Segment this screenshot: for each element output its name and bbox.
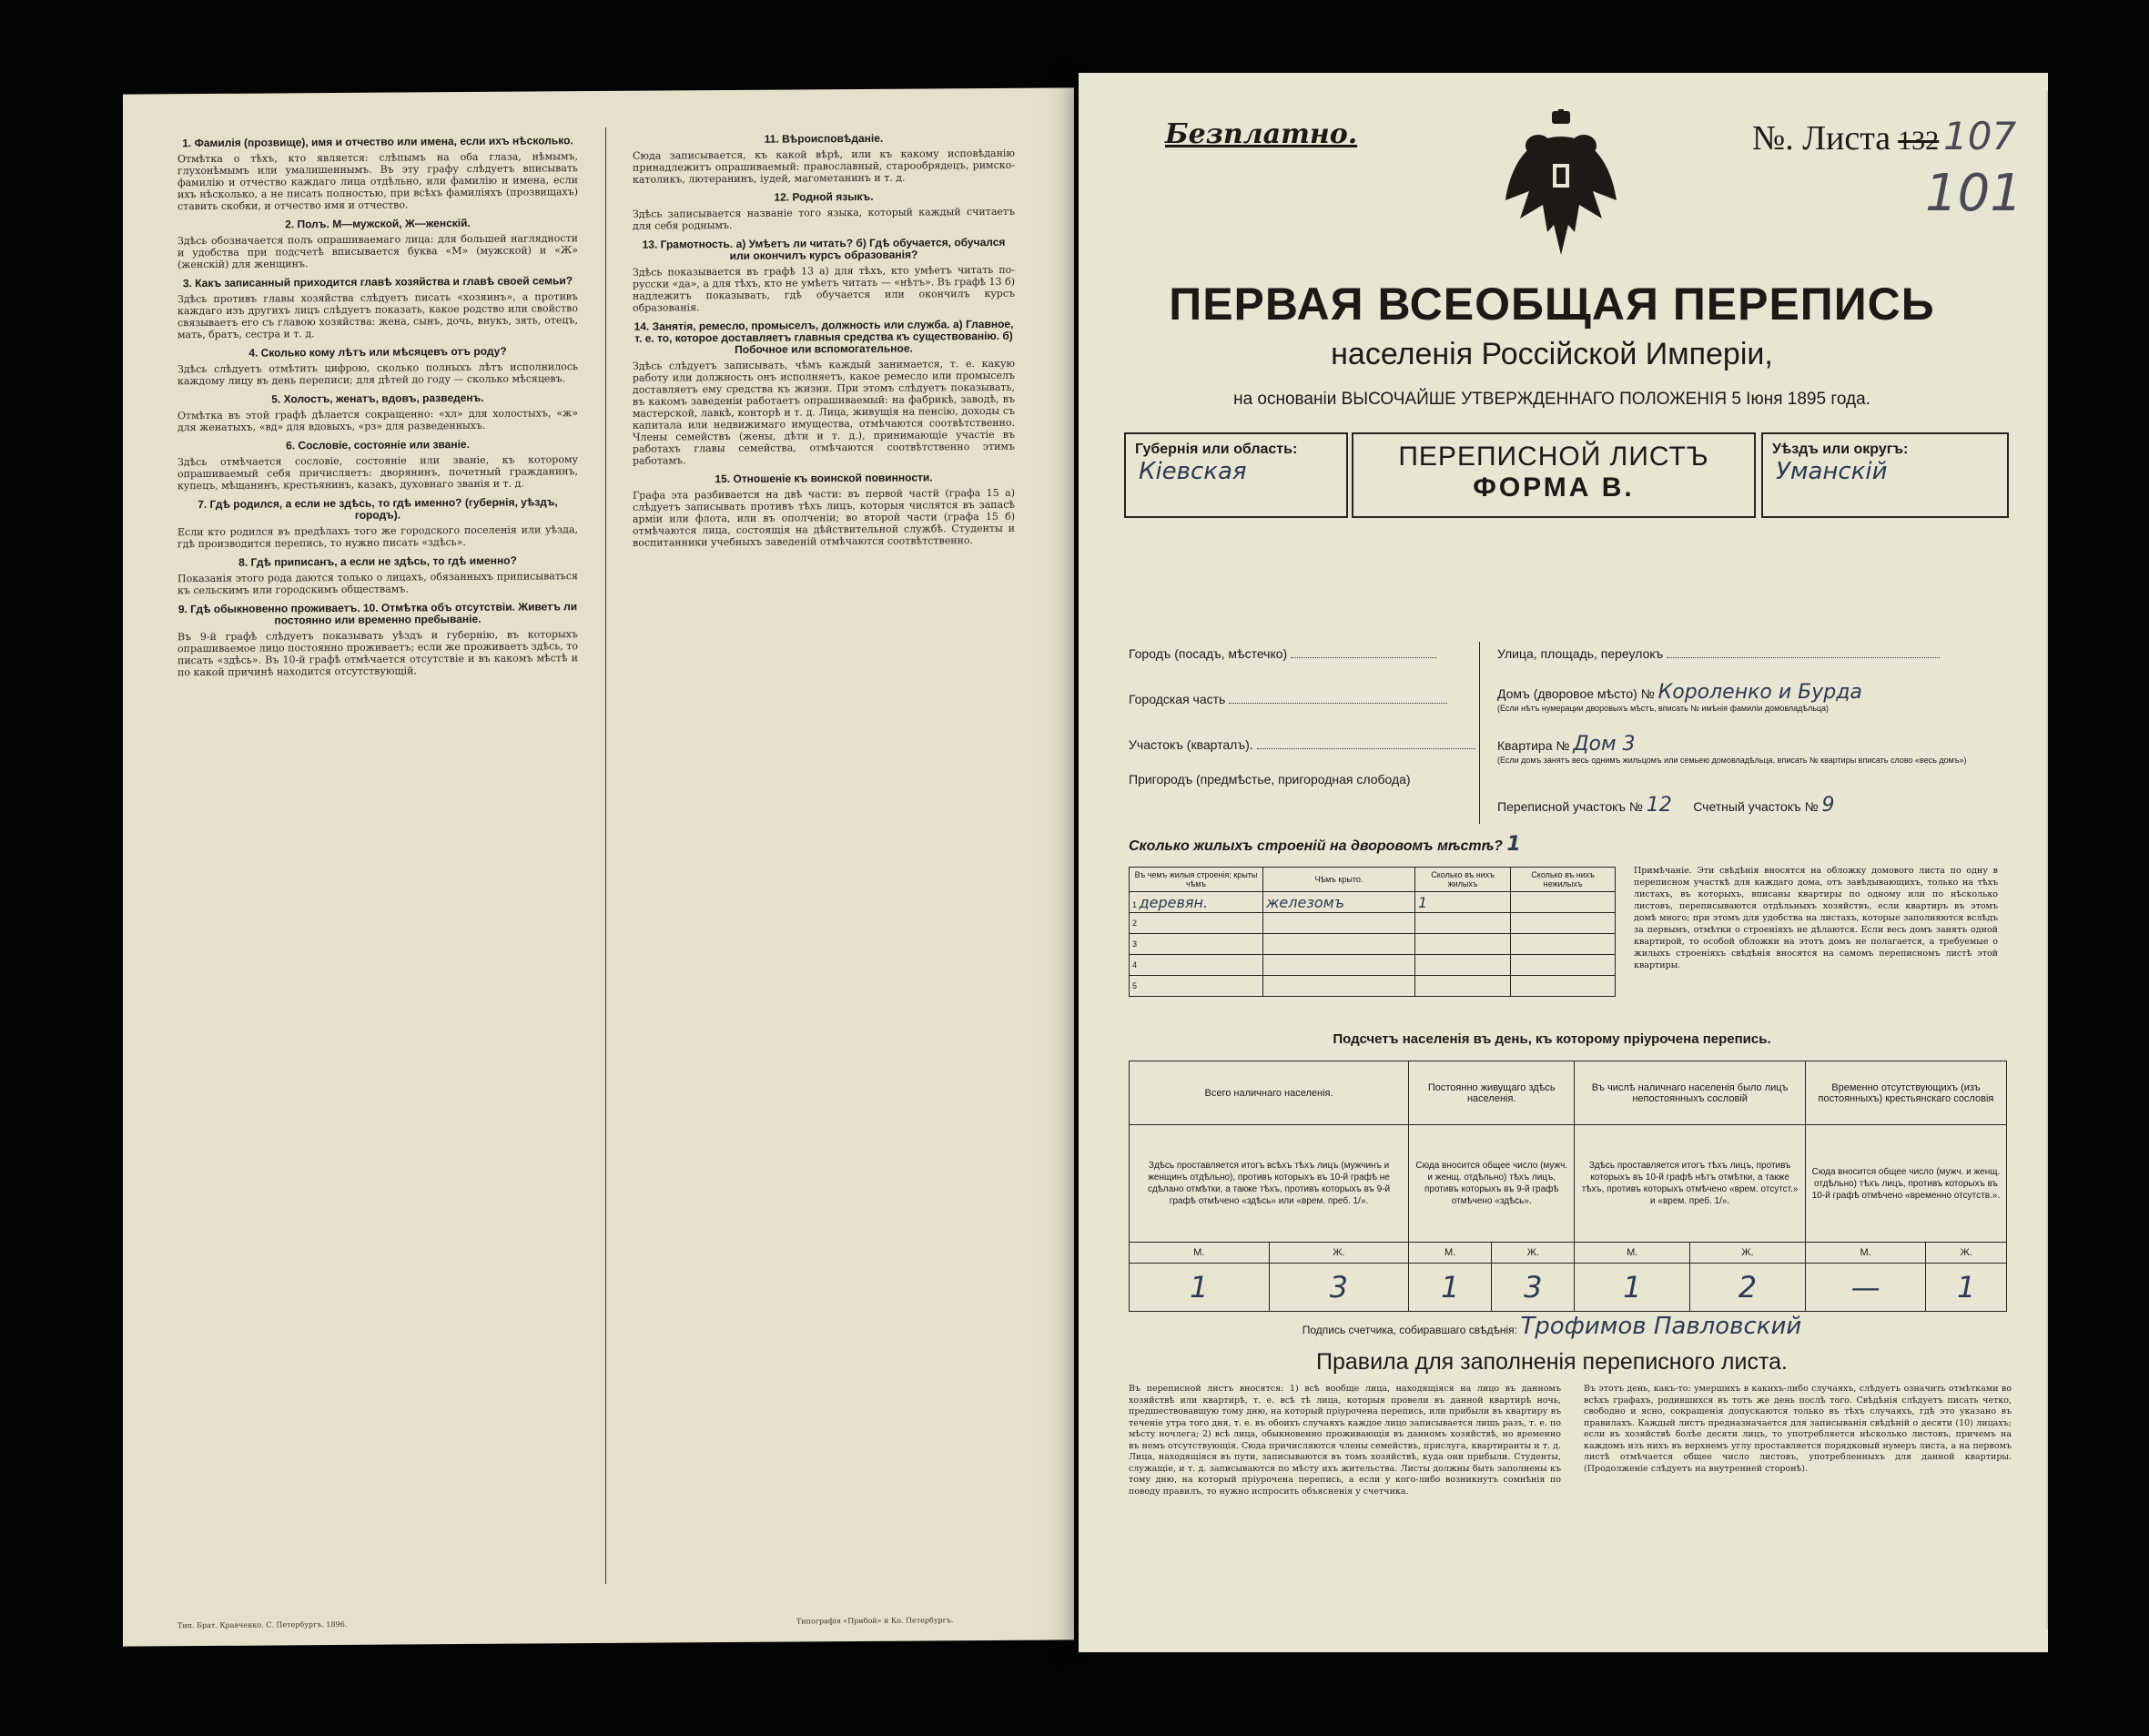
table-cell [1263,913,1415,934]
buildings-question [1129,833,1521,856]
table-header-row [1130,868,1616,892]
table-header: Сколько въ нихъ нежилыхъ [1511,868,1616,892]
table-cell: Ж. [1269,1243,1409,1264]
section-line [1257,748,1475,749]
instructions-column-1 [177,127,578,684]
table-cell: Здѣсь проставляется итогъ всѣхъ тѣхъ лицъ (мужчинъ и женщинъ отдѣльно), противъ которыхъ въ 10-й графѣ не сдѣлано отмѣтки, а также тѣхъ, противъ которыхъ въ 9-й графѣ отмѣчено «здѣсь» или «врем. преб. 1/». [1130,1125,1409,1243]
table-cell: 2 [1130,913,1263,934]
handwritten-number-2: 101 [1925,164,2022,223]
population-count-title: Подсчетъ населенія въ день, къ которому пріурочена перепись. [1333,1031,1771,1047]
buildings-table [1129,867,1616,997]
table-cell [1263,976,1415,997]
suburb-field [1129,772,1411,787]
table-cell [1263,934,1415,955]
table-header: Временно отсутствующихъ (изъ постоянныхъ) крестьянскаго сословія [1805,1061,2006,1125]
city-part-field [1129,692,1447,706]
table-cell: 1 [1409,1264,1492,1312]
section-field [1129,737,1475,752]
street-line [1667,657,1940,658]
sheet-number-value: 132 [1898,126,1940,156]
table-header: Постоянно живущаго здѣсь населенія. [1409,1061,1575,1125]
table-row [1130,955,1616,976]
table-cell: М. [1805,1243,1926,1264]
table-cell: 1 [1415,892,1511,913]
signature-label: Подпись счетчика, собиравшаго свѣдѣнія: [1302,1324,1517,1336]
table-row [1130,1243,2007,1264]
section-text: Отмѣтка о тѣхъ, кто является: слѣпымъ на оба глаза, нѣмымъ, глухонѣмымъ или умалишеннымъ. Въ эту графу слѣдуетъ вписывать фамилію и отчество каждаго лица отдѣльно, или фамилію и имена, если ихъ нѣсколько, а не писать полностью, при всѣхъ фамиліяхъ (прозвищахъ) ставить скобки, и отчество имя и отчество. [177,150,578,213]
rules-text: Въ переписной листъ вносятся: 1) всѣ вообще лица, находящіяся на лицо въ данномъ хозяйствѣ или квартирѣ, т. е. всѣ тѣ лица, которыя провели въ данной квартирѣ ночь, предшествовавшую тому дню, на который пріурочена перепись, или прибыли въ квартиру въ теченіе утра того дня, т. е. въ обоихъ случаяхъ каждое лицо записывается лишь разъ, т. е. по мѣсту ночлега; 2) всѣ лица, обыкновенно проживающія въ данномъ хозяйствѣ, но временно въ немъ отсутствующія. Сюда причисляются члены семействъ, прислуга, квартиранты и т. д. Лица, находящіяся въ пути, записываются въ томъ хозяйствѣ, куда они прибыли. Студенты, служащіе, и т. д. записываются по мѣсту ихъ жительства. Листы должны быть заполнены къ тому дню, на который пріурочена перепись, а если у кого-либо возникнутъ сомнѣнія по поводу правилъ, то нужно испросить объясненія у счетчика. [1129,1384,1561,1497]
table-cell: 3 [1269,1264,1409,1312]
section-heading: 2. Полъ. М—мужской, Ж—женскій. [285,216,471,231]
count-district-value: 9 [1821,794,1835,817]
table-cell: 5 [1130,976,1263,997]
apartment-note: (Если домъ занятъ весь однимъ жильцомъ или семьею домовладѣльца, вписать № квартиры вписать слово «весь домъ») [1497,756,1967,765]
city-part-label: Городская часть [1129,692,1226,706]
section-text: Здѣсь обозначается полъ опрашиваемаго лица: для большей наглядности и удобства при подсчетѣ вписывается буква «М» (мужской) и «Ж» (женскій) для женщинъ. [177,232,578,271]
table-row [1130,892,1616,913]
section-text: Здѣсь показывается въ графѣ 13 а) для тѣхъ, кто умѣетъ читать по-русски «да», а для тѣхъ, кто не умѣетъ читать — «нѣтъ». Въ графѣ 13 б) надлежитъ показывать, гдѣ обучается или окончилъ курсъ образованія. [633,263,1015,314]
table-header: Сколько въ нихъ жилыхъ [1415,868,1511,892]
left-page [123,87,1074,1646]
table-cell: 4 [1130,955,1263,976]
section-heading: 1. Фамилія (прозвище), имя и отчество или имена, если ихъ нѣсколько. [182,134,573,150]
table-cell: Ж. [1492,1243,1575,1264]
page-stack-edge [2046,91,2048,1629]
rules-text: Въ этотъ день, какъ-то: умершихъ в какихъ-либо случаяхъ, слѣдуетъ означить отмѣтками во всѣхъ графахъ, родившихся въ тотъ же день послѣ того. Свѣдѣнія слѣдуетъ писать четко, свободно и ясно, сокращенія допускаются только въ тѣхъ случаяхъ, гдѣ это указано въ правилахъ. Каждый листъ предназначается для записыванія свѣдѣній о десяти (10) лицахъ; если въ хозяйствѣ болѣе десяти лицъ, то употребляется нѣсколько листовъ, причемъ на каждомъ изъ нихъ въ верхнемъ углу проставляется порядковый нумеръ листа, а на первомъ листѣ отмѣчается общее число листовъ, употребленныхъ для данной квартиры. (Продолженіе слѣдуетъ на внутренней сторонѣ). [1584,1384,2012,1474]
census-form-page [1079,73,2048,1652]
section-heading: 12. Родной языкъ. [774,189,874,204]
table-row [1130,1264,2007,1312]
rules-column-1 [1129,1384,1561,1501]
apartment-value: Дом 3 [1573,733,1636,756]
rules-title: Правила для заполненія переписного листа. [1316,1349,1788,1375]
table-cell: 1 [1575,1264,1690,1312]
section-text: Сюда записывается, къ какой вѣрѣ, или къ какому исповѣданію принадлежитъ опрашиваемый: православный, старообрядецъ, римско-католикъ, лютеранинъ, іудей, магометанинъ и т. д. [633,147,1015,186]
city-label: Городъ (посадъ, мѣстечко) [1129,646,1288,661]
form-title-box [1352,432,1756,518]
table-cell: Ж. [1926,1243,2007,1264]
sheet-number-label: №. Листа [1752,119,1891,157]
table-row [1130,913,1616,934]
table-header: Въ чемъ жилыя строенія; крыты чѣмъ [1130,868,1263,892]
page-title: ПЕРВАЯ ВСЕОБЩАЯ ПЕРЕПИСЬ [1169,279,1935,330]
province-value: Кіевская [1139,458,1247,485]
table-cell: М. [1409,1243,1492,1264]
section-heading: 9. Гдѣ обыкновенно проживаетъ. 10. Отмѣтка объ отсутствіи. Живетъ ли постоянно или временно пребываніе. [177,600,578,627]
section-text: Здѣсь записывается названіе того языка, который каждый считаетъ для себя роднымъ. [633,205,1015,232]
handwritten-number-1: 107 [1943,114,2017,158]
section-text: Графа эта разбивается на двѣ части: въ первой частй (графа 15 а) слѣдуетъ записывать противъ тѣхъ лицъ, которыя числятся въ запасѣ арміи или флота, или въ ополченіи; во второй части (графа 15 б) отмѣчаются лица, состоящія на дѣйствительной службѣ. Студенты и воспитанники учебныхъ заведеній отмѣчаются соотвѣтственно. [633,486,1015,549]
table-cell: Ж. [1690,1243,1806,1264]
legal-basis: на основаніи ВЫСОЧАЙШЕ УТВЕРЖДЕННАГО ПОЛОЖЕНІЯ 5 Іюня 1895 года. [1233,390,1870,409]
section-text: Если кто родился въ предѣлахъ того же городского поселенія или уѣзда, гдѣ производится перепись, то нужно писать «здѣсь». [177,523,578,551]
page-subtitle: населенія Россійской Имперіи, [1331,337,1773,371]
table-cell: 1 [1130,1264,1270,1312]
section-heading: 8. Гдѣ приписанъ, а если не здѣсь, то гдѣ именно? [238,553,517,569]
district-box [1761,432,2009,518]
section-heading: 3. Какъ записанный приходится главѣ хозяйства и главѣ своей семьи? [182,274,573,290]
table-cell [1415,913,1511,934]
house-value: Короленко и Бурда [1657,681,1862,704]
section-text: Показанія этого рода даются только о лицахъ, обязанныхъ приписываться къ сельскимъ или городскимъ обществамъ. [177,570,578,597]
section-heading: 4. Сколько кому лѣтъ или мѣсяцевъ отъ роду? [248,344,507,360]
table-cell: Сюда вносится общее число (мужч. и женщ. отдѣльно) тѣхъ лицъ, противъ которыхъ въ 10-й графѣ отмѣчено «временно отсутств.». [1805,1125,2006,1243]
section-heading: 11. Вѣроисповѣданіе. [764,131,884,146]
table-header-row [1130,1061,2007,1125]
column-divider [605,127,606,1584]
table-cell [1511,892,1616,913]
table-cell [1511,913,1616,934]
section-text: Здѣсь слѣдуетъ записывать, чѣмъ каждый занимается, т. е. какую работу или должность онъ исполняетъ, какое ремесло или промыселъ доставляетъ ему средства къ жизни. При этомъ слѣдуетъ показывать, въ какомъ заведеніи работаетъ опрашиваемый: на фабрикѣ, заводѣ, въ мастерской, лавкѣ, конторѣ и т. д. Лица, живущія на пенсію, доходы съ капитала или недвижимаго имущества, отмѣчаются соотвѣтственно. Члены семействъ (жены, дѣти и т. д.), принимающіе участіе въ работахъ главы семейства, отмѣчаются соотвѣтственно этимъ работамъ. [633,357,1015,467]
house-note: (Если нѣтъ нумерации дворовыхъ мѣстъ, вписать № имѣнія фамиліи домовладѣльца) [1497,704,1830,713]
sheet-number [1752,118,1939,158]
table-header: Всего наличнаго населенія. [1130,1061,1409,1125]
table-cell: 1 [1926,1264,2007,1312]
rules-column-2 [1584,1384,2012,1478]
section-text: Въ 9-й графѣ слѣдуетъ показывать уѣздъ и губернію, въ которыхъ опрашиваемое лицо постоянно проживаетъ; если же проживаетъ здѣсь, то писать «здѣсь». Въ 10-й графѣ отмѣчается отсутствіе и въ какомъ мѣстѣ и по какой причинѣ находится отсутствующій. [177,628,578,679]
district-label: Уѣздъ или округъ: [1772,442,1909,457]
street-label: Улица, площадь, переулокъ [1497,646,1664,661]
table-cell: железомъ [1263,892,1415,913]
city-part-line [1229,703,1447,704]
street-field [1497,646,1940,661]
section-text: Отмѣтка въ этой графѣ дѣлается сокращенно: «хл» для холостыхъ, «ж» для женатыхъ, «вд» для вдовыхъ, «рз» для разведенныхъ. [177,407,578,434]
section-heading: 7. Гдѣ родился, а если не здѣсь, то гдѣ именно? (губернія, уѣздъ, городъ). [198,495,558,522]
section-text: Здѣсь противъ главы хозяйства слѣдуетъ писать «хозяинъ», а противъ каждаго изъ другихъ лицъ слѣдуетъ показать, какое родство или свойство связываетъ его съ главою хозяйства: жена, сынъ, дочь, внукъ, зять, отецъ, мать, братъ, сестра и т. д. [177,290,578,341]
enumerator-signature [1079,1313,2025,1340]
table-row [1130,1125,2007,1243]
suburb-label: Пригородъ (предмѣстье, пригородная слобода) [1129,772,1411,787]
province-label: Губернія или область: [1135,442,1298,457]
form-title: ПЕРЕПИСНОЙ ЛИСТЪ [1398,442,1709,472]
signature-value: Трофимов Павловский [1520,1313,1802,1340]
table-cell: 3 [1492,1264,1575,1312]
table-cell [1511,976,1616,997]
table-cell: 3 [1130,934,1263,955]
table-row [1130,934,1616,955]
table-cell [1511,934,1616,955]
house-label: Домъ (дворовое мѣсто) № [1497,686,1655,701]
buildings-answer: 1 [1506,833,1521,856]
table-header: Въ числѣ наличнаго населенія было лицъ непостоянныхъ сословій [1575,1061,1805,1125]
table-cell: М. [1130,1243,1270,1264]
city-field [1129,646,1436,661]
address-divider [1479,642,1480,824]
section-heading: 15. Отношеніе къ воинской повинности. [715,471,933,486]
table-cell: — [1805,1264,1926,1312]
free-label: Безплатно. [1165,118,1358,150]
buildings-question-text: Сколько жилыхъ строеній на дворовомъ мѣстѣ? [1129,838,1503,854]
table-row [1130,976,1616,997]
table-cell [1415,934,1511,955]
section-text: Здѣсь отмѣчается сословіе, состояніе или званіе, къ которому опрашиваемый себя причисляетъ: дворянинъ, почетный гражданинъ, купецъ, мѣщанинъ, крестьянинъ, казакъ, духовнаго званія и т. д. [177,453,578,492]
census-district-field [1497,794,1834,817]
table-cell: 2 [1690,1264,1806,1312]
buildings-note: Примѣчаніе. Эти свѣдѣнія вносятся на обложку домового листа по одну в переписном участкѣ для каждаго дома, отъ завѣдывающихъ, только на тѣхъ листахъ, въ которыхъ, вписаны квартиры по одному или по нѣсколько листовъ, переписываются отдѣльныхъ хозяйствъ, если квартиръ въ этомъ домѣ много; при этомъ для удобства на листахъ, которые заполняются вслѣдъ за первымъ, отмѣтки о строеніяхъ не дѣлаются. Если весь домъ занятъ одной квартирой, то особой обложки на этотъ домъ не полагается, а требуемые о жилыхъ строеніяхъ свѣдѣнія вносятся на самомъ переписномъ листѣ этой квартиры. [1634,866,1998,970]
apartment-label: Квартира № [1497,738,1570,753]
printer-imprint-left: Тип. Брат. Кравченко. С. Петербургъ. 1896. [177,1619,348,1630]
table-header: Чѣмъ крыто. [1263,868,1415,892]
section-heading: 13. Грамотность. а) Умѣетъ ли читать? б) Гдѣ обучается, обучался или окончилъ курсъ образованія? [642,235,1006,262]
section-label: Участокъ (кварталъ). [1129,737,1253,752]
section-text: Здѣсь слѣдуетъ отмѣтить цифрою, сколько полныхъ лѣтъ исполнилось каждому лицу въ день переписи; для дѣтей до году — сколько мѣсяцевъ. [177,360,578,388]
printer-imprint-right: Типографія «Прибой» и Ко. Петербургъ. [796,1616,954,1626]
apartment-field [1497,733,1966,765]
table-cell: Здѣсь проставляется итогъ тѣхъ лицъ, противъ которыхъ въ 10-й графѣ нѣтъ отмѣтки, а также тѣхъ, противъ которыхъ отмѣчено «врем. отсутст.» и «врем. преб. 1/». [1575,1125,1805,1243]
census-district-value: 12 [1646,794,1672,817]
table-cell [1263,955,1415,976]
table-cell [1415,955,1511,976]
section-heading: 5. Холостъ, женатъ, вдовъ, разведенъ. [271,391,484,406]
district-value: Уманскій [1776,458,1888,485]
section-heading: 14. Занятія, ремесло, промыселъ, должность или служба. а) Главное, т. е. то, которое доставляетъ главныя средства къ существованію. б) Побочное или вспомогательное. [634,317,1014,356]
table-cell: Сюда вносится общее число (мужч. и женщ. отдѣльно) тѣхъ лицъ, противъ которыхъ въ 9-й графѣ отмѣчено «здѣсь». [1409,1125,1575,1243]
census-district-label: Переписной участокъ № [1497,799,1643,814]
count-district-label: Счетный участокъ № [1693,799,1819,814]
double-headed-eagle-icon [1502,109,1620,259]
table-cell: М. [1575,1243,1690,1264]
house-field [1497,681,1862,713]
table-cell [1415,976,1511,997]
section-heading: 6. Сословіе, состояніе или званіе. [286,437,470,452]
city-line [1291,657,1436,658]
province-box [1124,432,1348,518]
table-cell: 1 деревян. [1130,892,1263,913]
form-code: ФОРМА В. [1473,472,1635,503]
instructions-column-2 [633,125,1015,554]
population-count-table [1129,1061,2007,1312]
table-cell [1511,955,1616,976]
